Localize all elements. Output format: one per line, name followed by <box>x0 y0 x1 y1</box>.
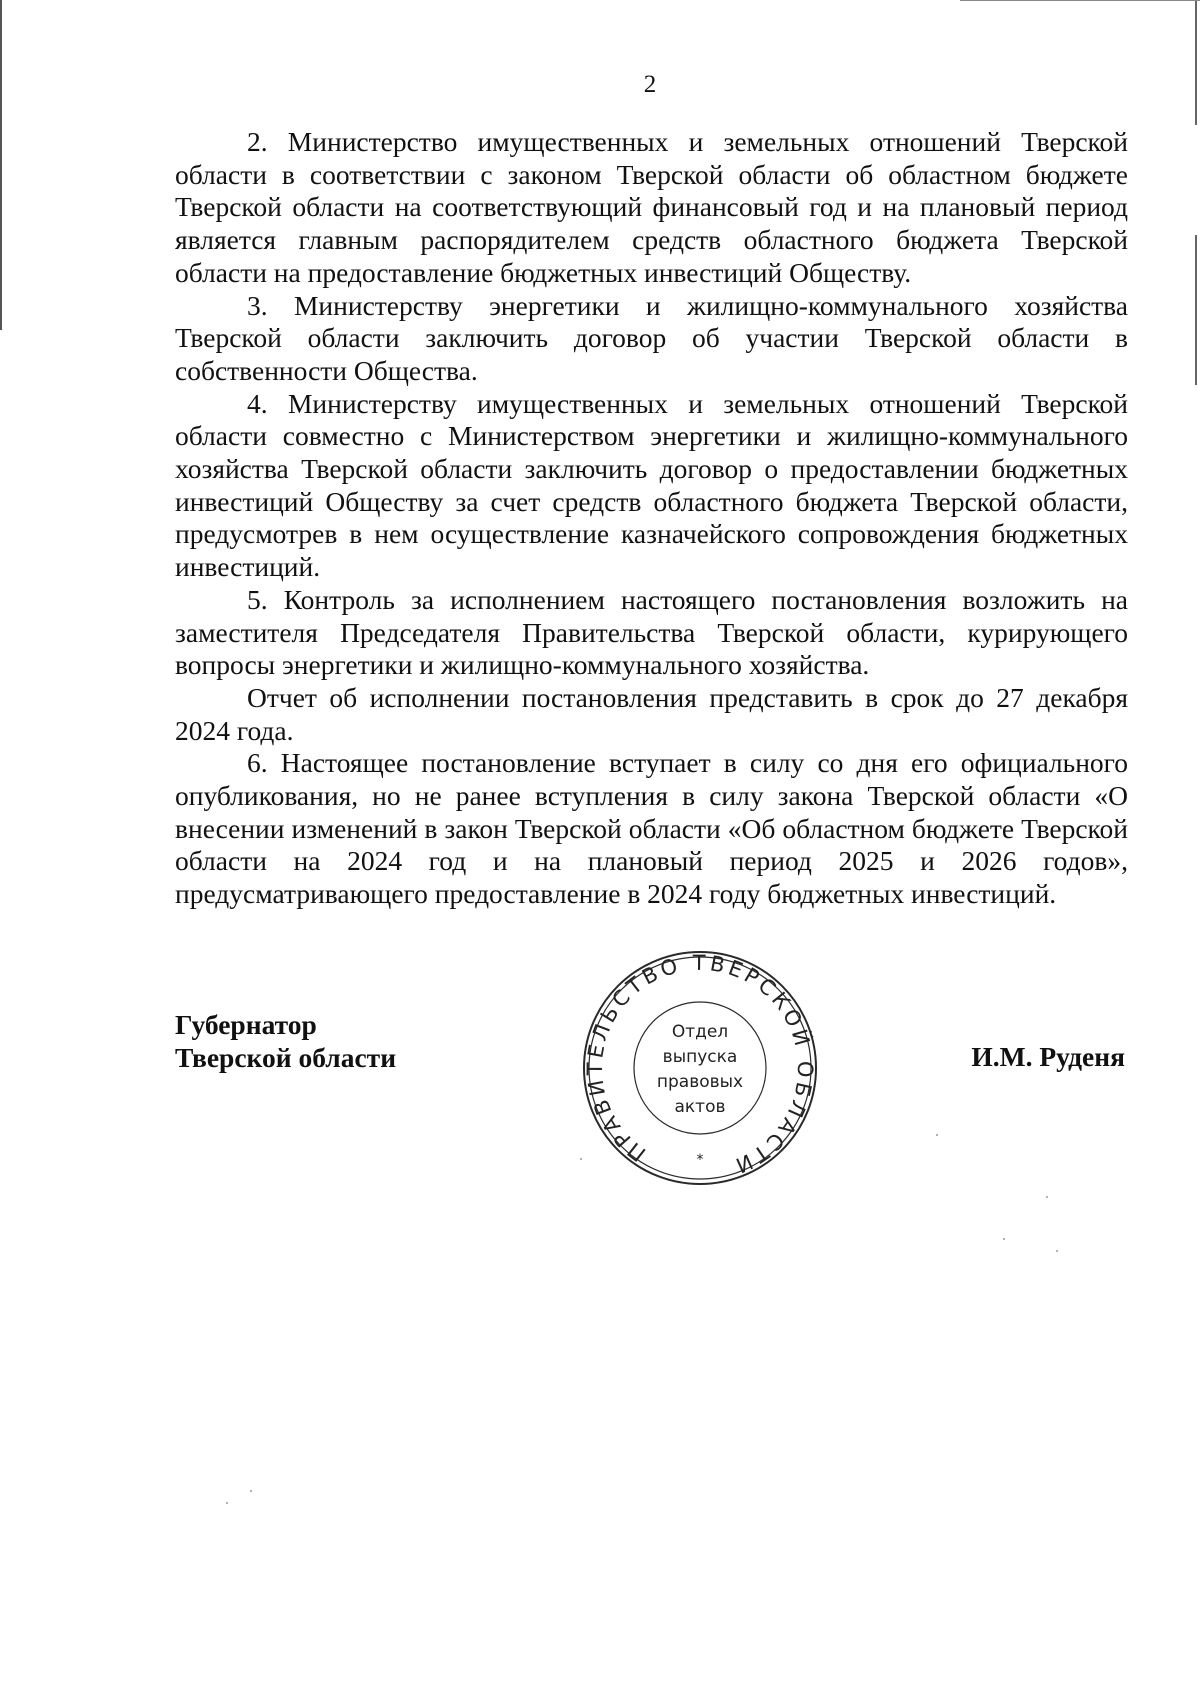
scan-edge-right-top <box>1195 0 1197 125</box>
seal-center-line-4: актов <box>674 1097 726 1117</box>
scan-edge-top <box>960 0 1200 1</box>
seal-center-line-1: Отдел <box>671 1022 729 1042</box>
scan-edge-left <box>0 0 2 330</box>
scan-speck <box>936 1134 938 1136</box>
scan-edge-right-bottom <box>1195 235 1197 385</box>
document-body <box>175 126 1128 911</box>
page-number: 2 <box>643 71 657 98</box>
signatory-title-line-2: Тверской области <box>175 1042 397 1073</box>
paragraph-6: 6. Настоящее постановление вступает в силу со дня его официального опубликования, но не ранее вступления в силу закона Тверской области «О внесении изменений в закон Тверской области «Об областном бюджете Тверской области на 2024 год и на плановый период 2025 и 2026 годов», предусматривающего предоставление в 2024 году бюджетных инвестиций. <box>175 747 1128 910</box>
paragraph-2: 2. Министерство имущественных и земельных отношений Тверской области в соответствии с законом Тверской области об областном бюджете Тверской области на соответствующий финансовый год и на плановый период является главным распорядителем средств областного бюджета Тверской области на предоставление бюджетных инвестиций Обществу. <box>175 126 1128 288</box>
scan-speck <box>580 1158 582 1160</box>
signatory-title-line-1: Губернатор <box>175 1009 317 1040</box>
seal-ring-text-path: ПРАВИТЕЛЬСТВО ТВЕРСКОЙ ОБЛАСТИ <box>582 950 818 1179</box>
scan-speck <box>250 1490 252 1492</box>
paragraph-3: 3. Министерству энергетики и жилищно-коммунального хозяйства Тверской области заключить договор об участии Тверской области в собственности Общества. <box>175 289 1128 386</box>
seal-center-line-2: выпуска <box>662 1047 738 1067</box>
official-seal <box>582 950 818 1186</box>
signatory-name: И.М. Руденя <box>971 1041 1125 1072</box>
scan-speck <box>1003 1238 1005 1240</box>
scan-speck <box>1056 1250 1058 1252</box>
signatory-title <box>175 1008 396 1074</box>
paragraph-report: Отчет об исполнении постановления представить в срок до 27 декабря 2024 года. <box>175 681 1128 746</box>
paragraph-5: 5. Контроль за исполнением настоящего постановления возложить на заместителя Председателя Правительства Тверской области, курирующего вопросы энергетики и жилищно-коммунального хозяйства. <box>175 583 1128 681</box>
scan-speck <box>1046 1196 1048 1198</box>
seal-center-line-3: правовых <box>656 1072 744 1092</box>
paragraph-4: 4. Министерству имущественных и земельных отношений Тверской области совместно с Министерством энергетики и жилищно-коммунального хозяйства Тверской области заключить договор о предоставлении бюджетных инвестиций Обществу за счет средств областного бюджета Тверской области, предусмотрев в нем осуществление казначейского сопровождения бюджетных инвестиций. <box>175 387 1128 583</box>
seal-star: * <box>696 1152 704 1168</box>
scan-speck <box>226 1502 228 1504</box>
